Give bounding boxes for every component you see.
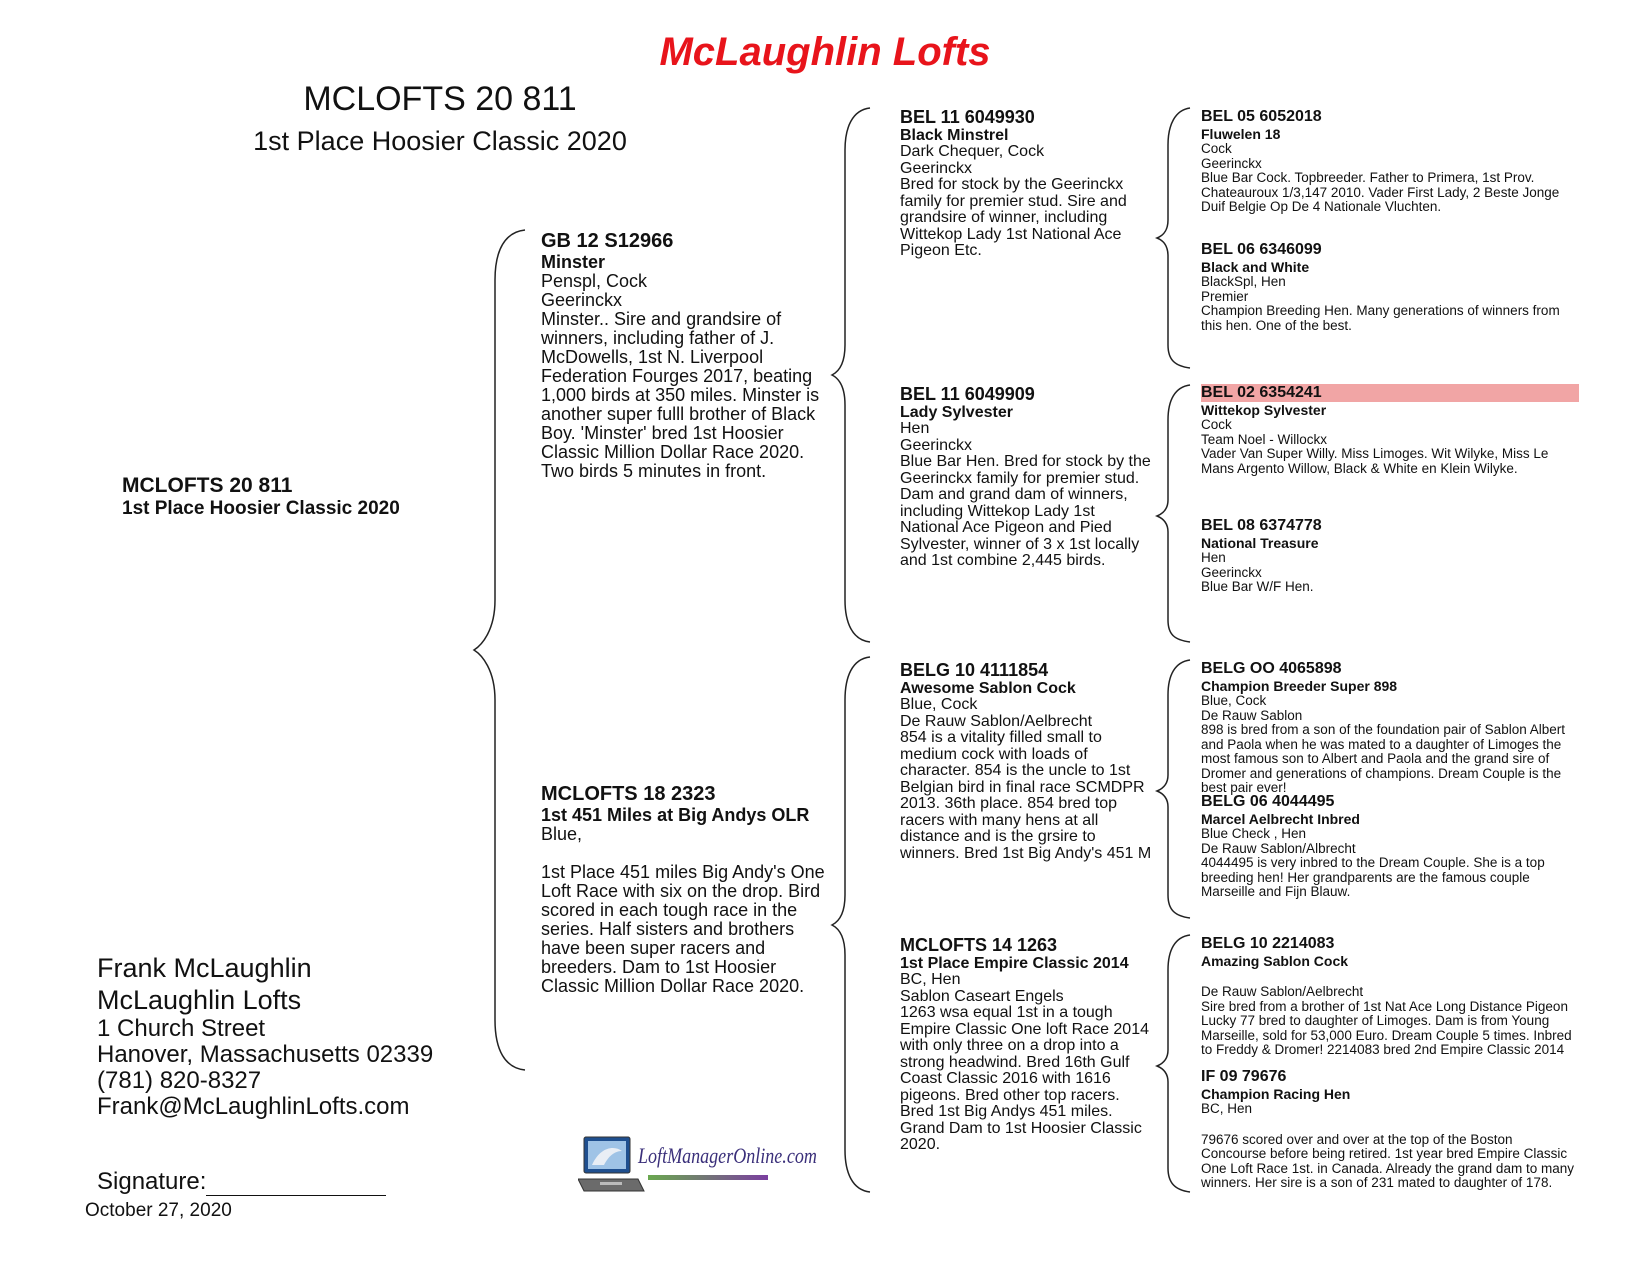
dam-color: Blue,	[541, 824, 583, 844]
sire-color: Penspl, Cock	[541, 271, 648, 291]
sire-strain: Geerinckx	[541, 290, 623, 310]
bracket-dam	[832, 657, 870, 1192]
bird-strain: Premier	[1201, 288, 1249, 304]
phone-number: (781) 820-8327	[97, 1067, 262, 1094]
site-title: McLaughlin Lofts	[659, 30, 991, 74]
bird-notes: Bred for stock by the Geerinckx family for premier stud. Sire and grandsire of winner, including Wittekop Lady 1st National Ace Pigeon Etc.	[900, 176, 1127, 259]
logo-underline	[648, 1175, 768, 1180]
bird-strain: Geerinckx	[1201, 564, 1262, 580]
bird-band: MCLOFTS 14 1263	[900, 935, 1058, 955]
bird-color: Blue Check , Hen	[1201, 826, 1307, 841]
gen3-card	[1201, 108, 1576, 215]
bird-band: IF 09 79676	[1201, 1068, 1287, 1085]
address-line-2: Hanover, Massachusetts 02339	[97, 1041, 434, 1068]
gen2-card	[900, 384, 1155, 570]
bird-notes: Champion Breeding Hen. Many generations of winners from this hen. One of the best.	[1201, 303, 1560, 333]
bracket-subject	[474, 230, 525, 1070]
gen3-card	[1201, 660, 1576, 796]
pedigree-band-title: MCLOFTS 20 811	[303, 80, 577, 118]
bird-name: Fluwelen 18	[1201, 126, 1281, 142]
bird-color: Hen	[900, 420, 930, 437]
bracket-gen2-1	[1157, 108, 1190, 368]
bird-band: BELG 10 4111854	[900, 660, 1049, 680]
gen3-card	[1201, 793, 1576, 900]
sire-notes: Minster.. Sire and grandsire of winners, including father of J. McDowells, 1st N. Liverpool Federation Fourges 2017, beating 1,000 birds at 350 miles. Minster is another super fulll brother of Black Boy. 'Minster' bred 1st Hoosier Classic Million Dollar Race 2020. Two birds 5 minutes in front.	[541, 309, 820, 481]
bird-notes: 854 is a vitality filled small to medium cock with loads of character. 854 is the uncle to 1st Belgian bird in final race SCMDPR 2013. 36th place. 854 bred top racers with many hens at all distance and is the grsire to winners. Bred 1st Big Andy's 451 M	[900, 729, 1152, 862]
bird-band: BEL 11 6049909	[900, 384, 1035, 404]
bird-band: BELG 06 4044495	[1201, 793, 1335, 810]
bird-color: Hen	[1201, 550, 1226, 565]
bird-notes: 79676 scored over and over at the top of the Boston Concourse before being retired. 1st year bred Empire Classic One Loft Race 1st. in Canada. Already the grand dam to many winners. Her sire is a son of 231 mated to daughter of 178.	[1201, 1131, 1574, 1190]
bracket-gen2-2	[1157, 385, 1190, 642]
bird-color: Cock	[1201, 417, 1232, 432]
bird-notes: 4044495 is very inbred to the Dream Couple. She is a top breeding hen! Her grandparents are the famous couple Marseille and Fijn Blauw.	[1201, 855, 1545, 899]
bird-strain: De Rauw Sablon/Aelbrecht	[1201, 984, 1364, 999]
bird-notes: Blue Bar Hen. Bred for stock by the Geerinckx family for premier stud. Dam and grand dam of winners, including Wittekop Lady 1st National Ace Pigeon and Pied Sylvester, winner of 3 x 1st locally and 1st combine 2,445 birds.	[900, 453, 1151, 569]
loftmanager-logo	[578, 1135, 817, 1193]
subject-name: 1st Place Hoosier Classic 2020	[122, 498, 400, 519]
sire-name: Minster	[541, 252, 606, 272]
bird-strain: Sablon Caseart Engels	[900, 987, 1064, 1005]
sire-band: GB 12 S12966	[541, 230, 674, 252]
bird-band-highlighted: BEL 02 6354241	[1201, 384, 1579, 402]
bird-name: Black and White	[1201, 259, 1310, 275]
bird-band: BELG OO 4065898	[1201, 660, 1342, 677]
bird-name: Lady Sylvester	[900, 404, 1013, 421]
email-address: Frank@McLaughlinLofts.com	[97, 1093, 410, 1120]
gen3-card	[1201, 1068, 1576, 1191]
gen2-card	[900, 935, 1155, 1154]
bird-color: BC, Hen	[1201, 1101, 1253, 1116]
bird-strain: Geerinckx	[900, 159, 973, 177]
bracket-sire	[832, 108, 870, 642]
bird-band: BEL 06 6346099	[1201, 241, 1322, 258]
bird-notes: Vader Van Super Willy. Miss Limoges. Wit Wilyke, Miss Le Mans Argento Willow, Black & White en Klein Wilyke.	[1201, 446, 1549, 476]
bird-name: Champion Breeder Super 898	[1201, 678, 1398, 694]
gen3-card	[1201, 384, 1576, 476]
bird-band: BEL 08 6374778	[1201, 517, 1322, 534]
bird-band: BELG 10 2214083	[1201, 935, 1335, 952]
subject-bird	[122, 474, 400, 520]
gen2-card	[900, 107, 1155, 260]
bird-notes: Blue Bar W/F Hen.	[1201, 579, 1314, 594]
bird-name: Amazing Sablon Cock	[1201, 953, 1349, 969]
bird-name: National Treasure	[1201, 535, 1319, 551]
bird-strain: Team Noel - Willockx	[1201, 431, 1328, 447]
bracket-gen2-3	[1157, 660, 1190, 918]
dam-card	[541, 783, 831, 996]
bird-name: Wittekop Sylvester	[1201, 402, 1327, 418]
bird-notes: 898 is bred from a son of the foundation pair of Sablon Albert and Paola when he was mated to a daughter of Limoges the most famous son to Albert and Paola and the grand sire of Dromer and generations of champions. Dream Couple is the best pair ever!	[1201, 722, 1565, 795]
subject-band: MCLOFTS 20 811	[122, 474, 293, 497]
gen3-card	[1201, 241, 1576, 333]
gen3-card	[1201, 935, 1576, 1058]
bird-color: Cock	[1201, 141, 1232, 156]
gen3-card	[1201, 517, 1576, 595]
dam-notes: 1st Place 451 miles Big Andy's One Loft Race with six on the drop. Bird scored in each tough race in the series. Half sisters and brothers have been super racers and breeders. Dam to 1st Hoosier Classic Million Dollar Race 2020.	[541, 862, 825, 996]
bird-color: Blue, Cock	[1201, 693, 1267, 708]
loft-name: McLaughlin Lofts	[97, 985, 302, 1015]
bird-band: BEL 11 6049930	[900, 107, 1035, 127]
bird-name: 1st Place Empire Classic 2014	[900, 955, 1129, 972]
bird-color: Dark Chequer, Cock	[900, 143, 1045, 160]
bird-strain: De Rauw Sablon	[1201, 707, 1303, 723]
bracket-gen2-4	[1157, 935, 1190, 1192]
owner-contact	[97, 952, 433, 1120]
dam-band: MCLOFTS 18 2323	[541, 783, 716, 805]
bird-notes: 1263 wsa equal 1st in a tough Empire Classic One loft Race 2014 with only three on a drop into a strong headwind. Bred 16th Gulf Coast Classic 2016 with 1616 pigeons. Bred other top racers. Bred 1st Big Andys 451 miles. Grand Dam to 1st Hoosier Classic 2020.	[900, 1004, 1149, 1153]
bird-name: Black Minstrel	[900, 127, 1009, 144]
bird-color: Blue, Cock	[900, 696, 978, 713]
bird-strain: De Rauw Sablon/Albrecht	[1201, 840, 1356, 856]
signature-field	[97, 1168, 386, 1196]
owner-name: Frank McLaughlin	[97, 953, 312, 983]
bird-strain: Geerinckx	[900, 436, 973, 454]
bird-color: BC, Hen	[900, 971, 961, 988]
bird-name: Awesome Sablon Cock	[900, 680, 1076, 697]
document-date: October 27, 2020	[85, 1200, 232, 1221]
bird-strain: Geerinckx	[1201, 155, 1262, 171]
bird-color: BlackSpl, Hen	[1201, 274, 1286, 289]
signature-line	[206, 1175, 386, 1196]
bird-notes: Blue Bar Cock. Topbreeder. Father to Primera, 1st Prov. Chateauroux 1/3,147 2010. Vader First Lady, 2 Beste Jonge Duif Belgie Op De 4 Nationale Vluchten.	[1201, 170, 1560, 214]
gen2-card	[900, 660, 1155, 862]
bird-notes: Sire bred from a brother of 1st Nat Ace Long Distance Pigeon Lucky 77 bred to daughter of Limoges. Dam is from Young Marseille, sold for 53,000 Euro. Dream Couple 5 times. Inbred to Freddy & Dromer! 2214083 bred 2nd Empire Classic 2014	[1201, 998, 1572, 1057]
bird-name: Champion Racing Hen	[1201, 1086, 1351, 1102]
sire-card	[541, 230, 831, 481]
dam-name: 1st 451 Miles at Big Andys OLR	[541, 805, 810, 825]
bird-strain: De Rauw Sablon/Aelbrecht	[900, 712, 1093, 730]
pedigree-subtitle: 1st Place Hoosier Classic 2020	[253, 126, 627, 156]
bird-band: BEL 05 6052018	[1201, 108, 1322, 125]
address-line-1: 1 Church Street	[97, 1015, 266, 1042]
bird-name: Marcel Aelbrecht Inbred	[1201, 811, 1360, 827]
signature-label: Signature:	[97, 1168, 207, 1195]
logo-text: LoftManagerOnline.com	[638, 1143, 817, 1168]
